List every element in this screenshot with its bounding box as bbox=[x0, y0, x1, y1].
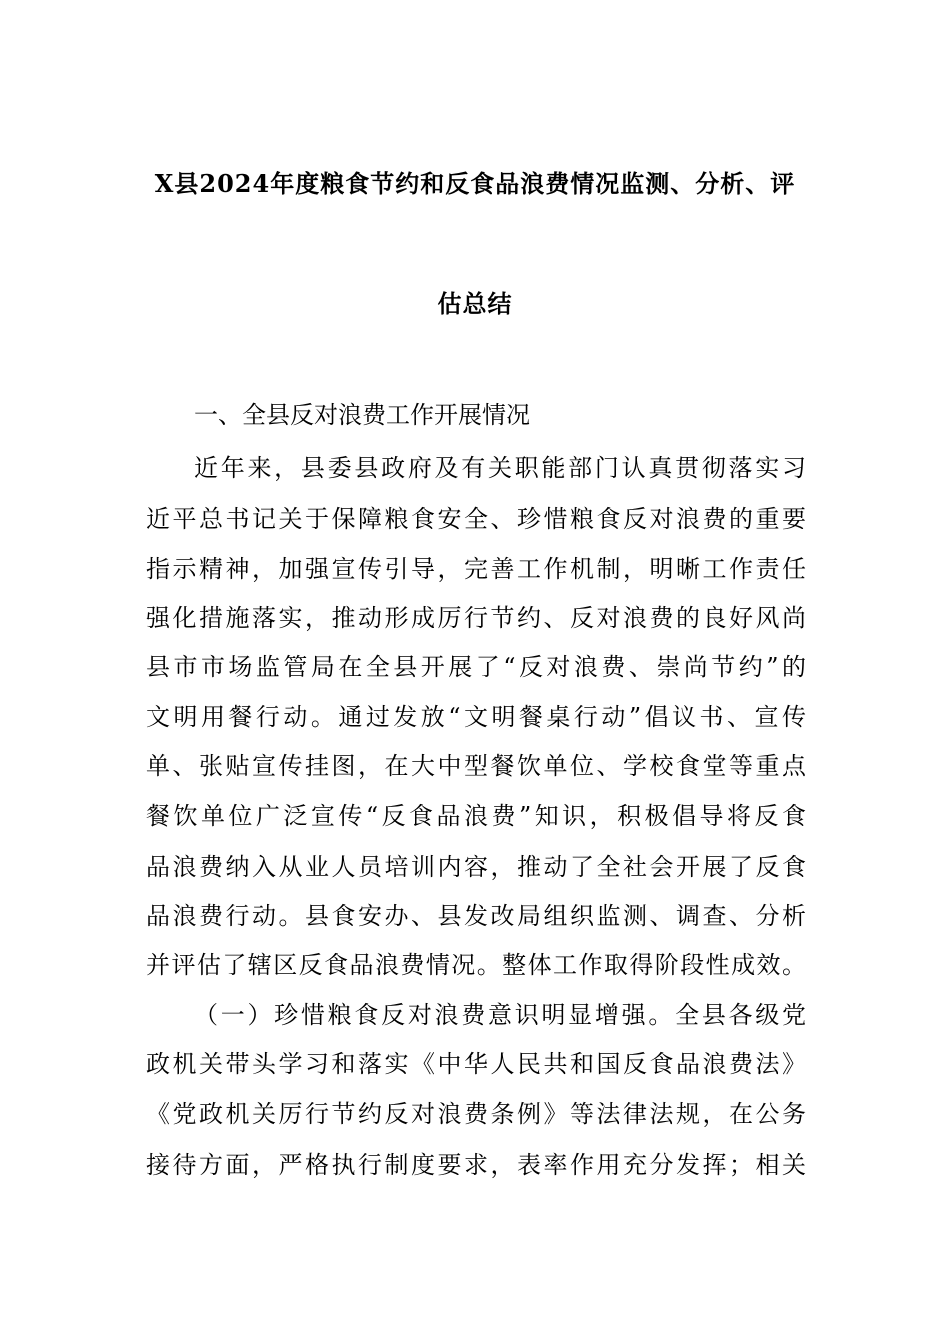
paragraph-line: 政机关带头学习和落实《中华人民共和国反食品浪费法》 bbox=[146, 1050, 806, 1078]
paragraph-line: 品浪费行动。县食安办、县发改局组织监测、调查、分析 bbox=[146, 902, 806, 930]
paragraph-line: （一）珍惜粮食反对浪费意识明显增强。全县各级党 bbox=[194, 1001, 806, 1029]
paragraph-line: 餐饮单位广泛宣传“反食品浪费”知识，积极倡导将反食 bbox=[146, 802, 806, 830]
paragraph-line: 品浪费纳入从业人员培训内容，推动了全社会开展了反食 bbox=[146, 853, 806, 881]
paragraph-line: 文明用餐行动。通过发放“文明餐桌行动”倡议书、宣传 bbox=[146, 703, 806, 731]
paragraph-line: 《党政机关厉行节约反对浪费条例》等法律法规，在公务 bbox=[146, 1100, 806, 1128]
paragraph-line: 指示精神，加强宣传引导，完善工作机制，明晰工作责任 bbox=[146, 555, 806, 583]
paragraph-line: 单、张贴宣传挂图，在大中型餐饮单位、学校食堂等重点 bbox=[146, 752, 806, 780]
paragraph-line: 强化措施落实，推动形成厉行节约、反对浪费的良好风尚 bbox=[146, 604, 806, 632]
paragraph-line: 接待方面，严格执行制度要求，表率作用充分发挥；相关 bbox=[146, 1151, 806, 1179]
document-title-line-2: 估总结 bbox=[437, 289, 513, 318]
paragraph-line: 并评估了辖区反食品浪费情况。整体工作取得阶段性成效。 bbox=[146, 951, 806, 979]
paragraph-line: 近年来，县委县政府及有关职能部门认真贯彻落实习 bbox=[194, 454, 806, 482]
paragraph-line: 县市市场监管局在全县开展了“反对浪费、崇尚节约”的 bbox=[146, 653, 806, 681]
section-heading: 一、全县反对浪费工作开展情况 bbox=[194, 401, 530, 429]
document-title-line-1: X县2024年度粮食节约和反食品浪费情况监测、分析、评 bbox=[154, 169, 796, 198]
paragraph-line: 近平总书记关于保障粮食安全、珍惜粮食反对浪费的重要 bbox=[146, 505, 806, 533]
